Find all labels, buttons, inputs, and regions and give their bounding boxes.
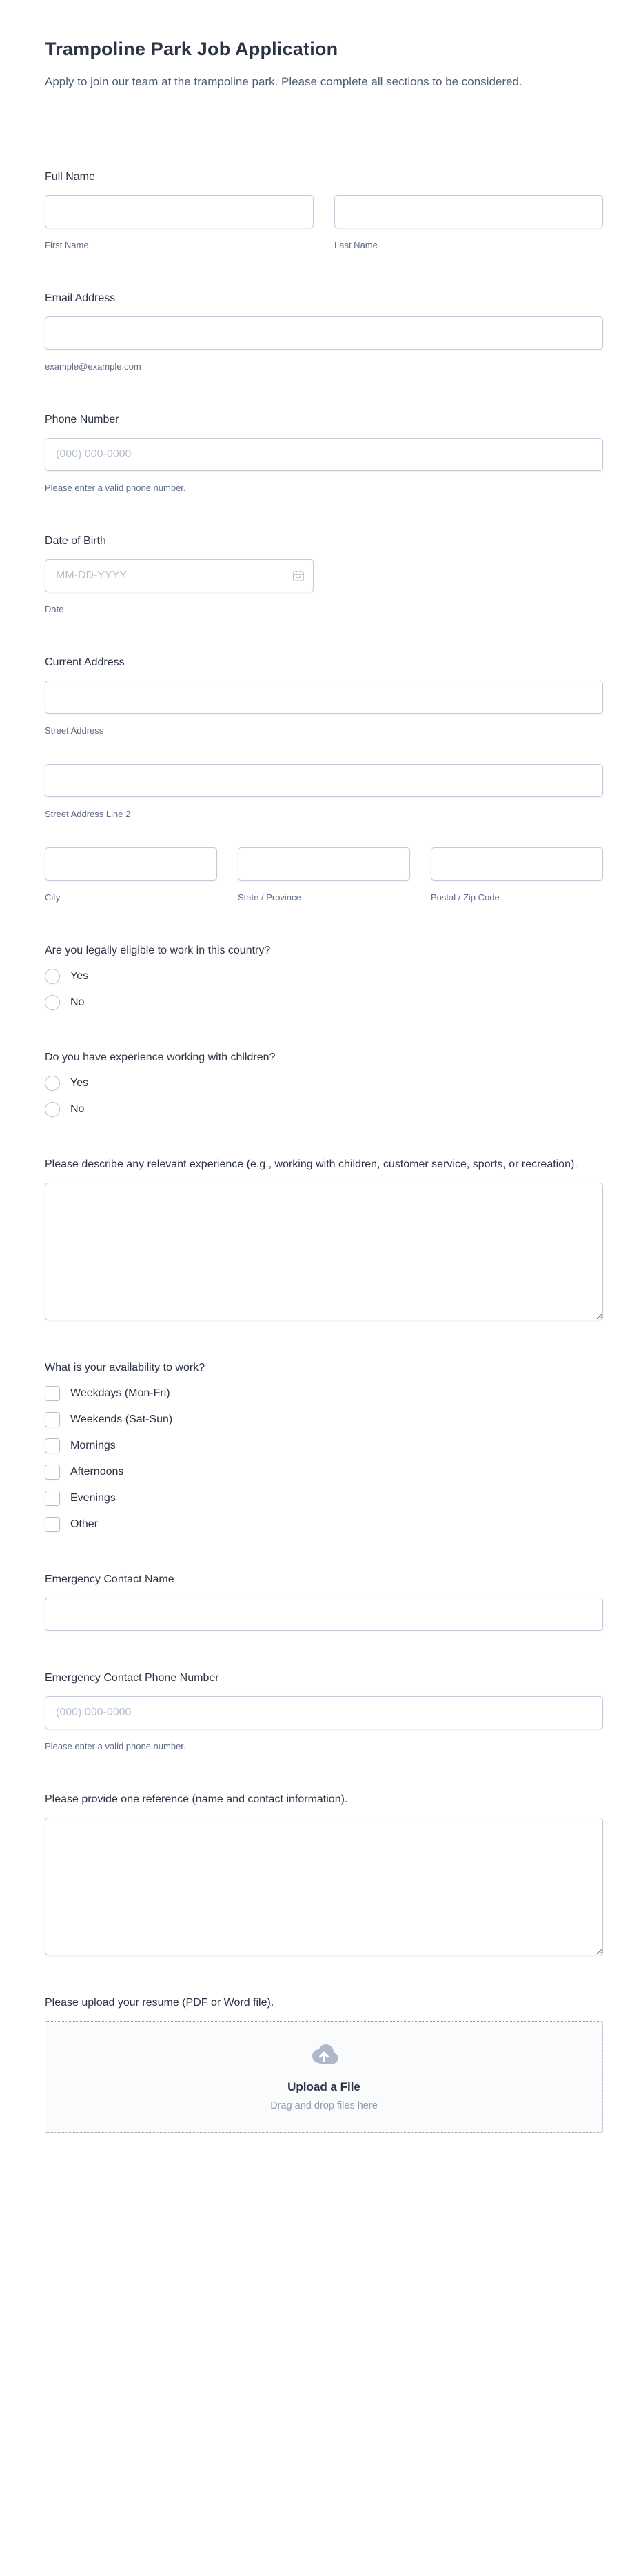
dob-label: Date of Birth: [45, 535, 106, 547]
first-name-col: [45, 195, 314, 251]
field-availability: [45, 1359, 603, 1532]
first-name-input[interactable]: [45, 195, 314, 228]
field-full-name: [45, 168, 603, 251]
upload-title: Upload a File: [287, 2080, 360, 2093]
calendar-icon[interactable]: [292, 570, 305, 582]
street-address-row: [45, 681, 603, 736]
weekends-label: Weekends (Sat-Sun): [70, 1413, 173, 1425]
availability-option-weekdays[interactable]: [45, 1386, 603, 1401]
availability-option-weekends[interactable]: [45, 1412, 603, 1427]
availability-label: What is your availability to work?: [45, 1362, 205, 1373]
children-no-label: No: [70, 1103, 85, 1115]
street-address2-input[interactable]: [45, 764, 603, 797]
field-date-of-birth: [45, 532, 603, 615]
upload-subtitle: Drag and drop files here: [270, 2100, 378, 2111]
emergency-phone-input[interactable]: [45, 1696, 603, 1729]
emergency-name-input[interactable]: [45, 1598, 603, 1631]
page-title: Trampoline Park Job Application: [45, 39, 338, 59]
mornings-checkbox[interactable]: [45, 1438, 60, 1453]
dob-input[interactable]: [45, 559, 314, 592]
eligibility-yes-radio[interactable]: [45, 969, 60, 984]
afternoons-checkbox[interactable]: [45, 1465, 60, 1480]
street-address2-row: [45, 764, 603, 820]
city-sublabel: City: [45, 892, 61, 903]
city-state-zip-row: [45, 847, 603, 903]
field-email: [45, 290, 603, 372]
phone-label: Phone Number: [45, 414, 119, 425]
resume-label: Please upload your resume (PDF or Word file).: [45, 1997, 274, 2009]
state-input[interactable]: [238, 847, 410, 881]
phone-helper: Please enter a valid phone number.: [45, 483, 186, 493]
city-col: [45, 847, 217, 903]
children-yes-label: Yes: [70, 1077, 89, 1089]
dob-sublabel: Date: [45, 604, 64, 614]
city-input[interactable]: [45, 847, 217, 881]
email-sublabel: example@example.com: [45, 361, 141, 372]
phone-input[interactable]: [45, 438, 603, 471]
mornings-label: Mornings: [70, 1440, 116, 1451]
afternoons-label: Afternoons: [70, 1466, 124, 1478]
eligibility-option-no[interactable]: [45, 995, 603, 1010]
field-children-experience: [45, 1049, 603, 1117]
availability-option-evenings[interactable]: [45, 1491, 603, 1506]
eligibility-options: [45, 969, 603, 1010]
zip-col: [431, 847, 603, 903]
reference-label: Please provide one reference (name and contact information).: [45, 1793, 348, 1805]
form-subtitle: Apply to join our team at the trampoline park. Please complete all sections to be considered.: [45, 75, 522, 88]
evenings-checkbox[interactable]: [45, 1491, 60, 1506]
availability-option-mornings[interactable]: [45, 1438, 603, 1453]
field-phone: [45, 411, 603, 494]
field-current-address: [45, 654, 603, 903]
cloud-upload-icon: [308, 2042, 340, 2069]
children-experience-label: Do you have experience working with children?: [45, 1051, 276, 1063]
relevant-experience-textarea[interactable]: [45, 1183, 603, 1320]
zip-sublabel: Postal / Zip Code: [431, 892, 500, 903]
availability-option-other[interactable]: [45, 1517, 603, 1532]
dob-input-wrap: [45, 559, 314, 592]
reference-textarea[interactable]: [45, 1818, 603, 1955]
zip-input[interactable]: [431, 847, 603, 881]
field-emergency-contact-phone: [45, 1669, 603, 1752]
first-name-sublabel: First Name: [45, 240, 89, 250]
other-checkbox[interactable]: [45, 1517, 60, 1532]
field-resume-upload: [45, 1994, 603, 2133]
form-body: [0, 132, 641, 2133]
emergency-name-label: Emergency Contact Name: [45, 1573, 174, 1585]
eligibility-option-yes[interactable]: [45, 969, 603, 984]
last-name-input[interactable]: [334, 195, 603, 228]
field-work-eligibility: [45, 942, 603, 1010]
other-label: Other: [70, 1518, 99, 1530]
weekends-checkbox[interactable]: [45, 1412, 60, 1427]
last-name-col: [334, 195, 603, 251]
weekdays-checkbox[interactable]: [45, 1386, 60, 1401]
file-dropzone[interactable]: [45, 2021, 603, 2133]
eligibility-no-radio[interactable]: [45, 995, 60, 1010]
relevant-experience-label: Please describe any relevant experience (e.g., working with children, customer service, sports, or recreation).: [45, 1158, 578, 1170]
eligibility-label: Are you legally eligible to work in this country?: [45, 945, 271, 956]
last-name-sublabel: Last Name: [334, 240, 378, 250]
full-name-label: Full Name: [45, 171, 95, 183]
full-name-row: [45, 195, 603, 251]
field-emergency-contact-name: [45, 1571, 603, 1631]
field-relevant-experience: [45, 1156, 603, 1320]
emergency-phone-label: Emergency Contact Phone Number: [45, 1672, 219, 1684]
emergency-phone-helper: Please enter a valid phone number.: [45, 1741, 186, 1751]
children-experience-options: [45, 1076, 603, 1117]
weekdays-label: Weekdays (Mon-Fri): [70, 1387, 170, 1399]
field-reference: [45, 1791, 603, 1955]
form-header: [0, 0, 641, 92]
address-label: Current Address: [45, 656, 125, 668]
availability-option-afternoons[interactable]: [45, 1465, 603, 1480]
children-no-radio[interactable]: [45, 1102, 60, 1117]
state-sublabel: State / Province: [238, 892, 301, 903]
street-address2-sublabel: Street Address Line 2: [45, 809, 131, 819]
children-yes-radio[interactable]: [45, 1076, 60, 1091]
email-input[interactable]: [45, 316, 603, 350]
availability-options: [45, 1386, 603, 1532]
children-experience-option-no[interactable]: [45, 1102, 603, 1117]
evenings-label: Evenings: [70, 1492, 116, 1504]
street-address-input[interactable]: [45, 681, 603, 714]
children-experience-option-yes[interactable]: [45, 1076, 603, 1091]
state-col: [238, 847, 410, 903]
street-address-sublabel: Street Address: [45, 725, 104, 736]
eligibility-yes-label: Yes: [70, 970, 89, 982]
eligibility-no-label: No: [70, 996, 85, 1008]
email-label: Email Address: [45, 292, 116, 304]
